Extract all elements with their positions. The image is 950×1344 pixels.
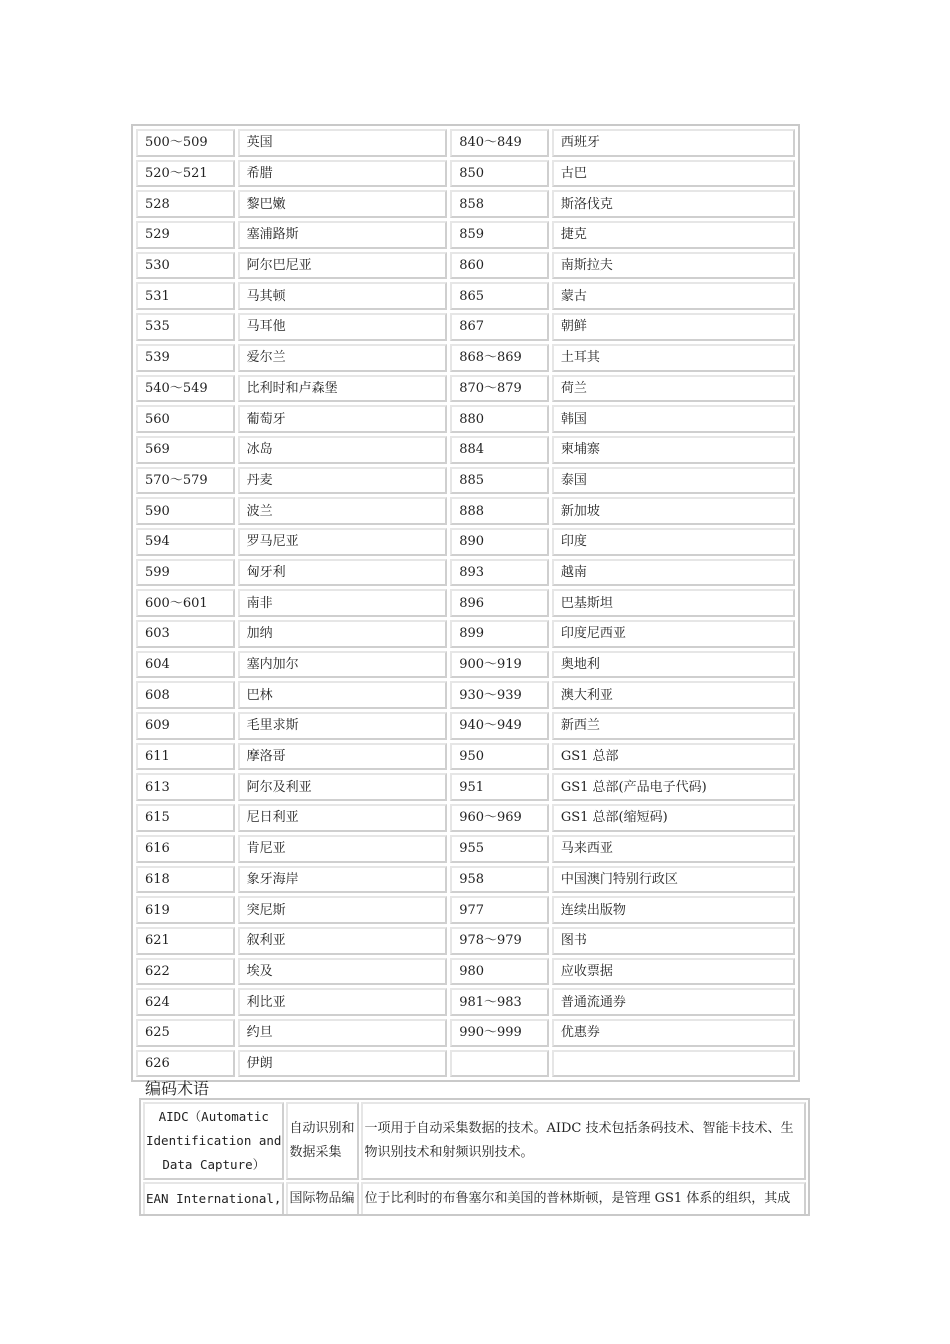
prefix-code-cell: 621 — [136, 927, 235, 955]
country-name-cell: 塞内加尔 — [238, 651, 448, 679]
prefix-code-cell: 888 — [450, 497, 549, 525]
prefix-code-cell: 528 — [136, 190, 235, 218]
country-name-cell: 捷克 — [552, 221, 795, 249]
table-row — [136, 436, 795, 464]
prefix-code-cell: 500～509 — [136, 129, 235, 157]
term-definition: 位于比利时的布鲁塞尔和美国的普林斯顿，是管理 GS1 体系的组织，其成 — [361, 1182, 806, 1216]
term-english: EAN International, — [143, 1182, 284, 1216]
country-name-cell: 巴基斯坦 — [552, 589, 795, 617]
country-name-cell — [552, 1050, 795, 1078]
country-name-cell: 朝鲜 — [552, 313, 795, 341]
table-row — [136, 221, 795, 249]
country-name-cell: 冰岛 — [238, 436, 448, 464]
table-row — [136, 497, 795, 525]
table-row — [136, 589, 795, 617]
prefix-code-cell: 616 — [136, 835, 235, 863]
table-row — [136, 282, 795, 310]
country-name-cell: 韩国 — [552, 405, 795, 433]
country-name-cell: 新加坡 — [552, 497, 795, 525]
table-row — [136, 1050, 795, 1078]
country-name-cell: 南非 — [238, 589, 448, 617]
prefix-code-cell: 603 — [136, 620, 235, 648]
table-row — [136, 344, 795, 372]
table-row — [136, 313, 795, 341]
prefix-code-cell: 860 — [450, 252, 549, 280]
country-name-cell: 阿尔及利亚 — [238, 773, 448, 801]
country-name-cell: 应收票据 — [552, 958, 795, 986]
table-row — [136, 804, 795, 832]
country-name-cell: 新西兰 — [552, 712, 795, 740]
prefix-code-cell: 940～949 — [450, 712, 549, 740]
prefix-code-cell: 850 — [450, 160, 549, 188]
prefix-code-cell: 599 — [136, 559, 235, 587]
country-name-cell: 图书 — [552, 927, 795, 955]
country-name-cell: 荷兰 — [552, 375, 795, 403]
table-row — [136, 190, 795, 218]
prefix-code-cell: 960～969 — [450, 804, 549, 832]
prefix-code-cell: 880 — [450, 405, 549, 433]
table-row — [136, 927, 795, 955]
country-name-cell: GS1 总部 — [552, 743, 795, 771]
country-name-cell: 澳大利亚 — [552, 681, 795, 709]
prefix-code-cell: 980 — [450, 958, 549, 986]
country-name-cell: 越南 — [552, 559, 795, 587]
country-name-cell: 象牙海岸 — [238, 866, 448, 894]
country-name-cell: 埃及 — [238, 958, 448, 986]
country-name-cell: 摩洛哥 — [238, 743, 448, 771]
term-chinese: 国际物品编 — [286, 1182, 359, 1216]
table-row — [136, 160, 795, 188]
country-name-cell: 约旦 — [238, 1019, 448, 1047]
prefix-code-cell: 531 — [136, 282, 235, 310]
prefix-code-cell: 622 — [136, 958, 235, 986]
prefix-code-cell: 570～579 — [136, 467, 235, 495]
prefix-code-cell: 618 — [136, 866, 235, 894]
term-definition: 一项用于自动采集数据的技术。AIDC 技术包括条码技术、智能卡技术、生物识别技术和射频识别技术。 — [361, 1102, 806, 1180]
table-row — [136, 651, 795, 679]
prefix-code-cell: 613 — [136, 773, 235, 801]
term-chinese: 自动识别和数据采集 — [286, 1102, 359, 1180]
prefix-code-cell: 600～601 — [136, 589, 235, 617]
prefix-code-cell: 955 — [450, 835, 549, 863]
country-name-cell: 南斯拉夫 — [552, 252, 795, 280]
country-name-cell: 利比亚 — [238, 988, 448, 1016]
table-row — [136, 743, 795, 771]
prefix-code-cell: 867 — [450, 313, 549, 341]
country-name-cell: 阿尔巴尼亚 — [238, 252, 448, 280]
country-name-cell: GS1 总部(缩短码) — [552, 804, 795, 832]
prefix-code-cell: 529 — [136, 221, 235, 249]
prefix-code-cell: 594 — [136, 528, 235, 556]
prefix-code-cell: 885 — [450, 467, 549, 495]
country-name-cell: 马其顿 — [238, 282, 448, 310]
prefix-code-cell: 978～979 — [450, 927, 549, 955]
country-name-cell: 马耳他 — [238, 313, 448, 341]
prefix-code-cell: 560 — [136, 405, 235, 433]
prefix-code-cell: 870～879 — [450, 375, 549, 403]
country-name-cell: 土耳其 — [552, 344, 795, 372]
prefix-code-cell: 520～521 — [136, 160, 235, 188]
prefix-code-cell: 884 — [450, 436, 549, 464]
country-name-cell: 印度 — [552, 528, 795, 556]
terms-table-container — [139, 1098, 810, 1216]
country-name-cell: GS1 总部(产品电子代码) — [552, 773, 795, 801]
country-name-cell: 塞浦路斯 — [238, 221, 448, 249]
prefix-code-cell: 530 — [136, 252, 235, 280]
country-name-cell: 连续出版物 — [552, 896, 795, 924]
prefix-code-cell: 958 — [450, 866, 549, 894]
prefix-code-cell: 893 — [450, 559, 549, 587]
table-row — [136, 773, 795, 801]
prefix-code-cell: 625 — [136, 1019, 235, 1047]
country-name-cell: 柬埔寨 — [552, 436, 795, 464]
prefix-code-cell: 950 — [450, 743, 549, 771]
prefix-code-cell: 609 — [136, 712, 235, 740]
table-row — [136, 252, 795, 280]
prefix-code-cell: 859 — [450, 221, 549, 249]
prefix-code-cell: 899 — [450, 620, 549, 648]
table-row — [136, 528, 795, 556]
country-name-cell: 丹麦 — [238, 467, 448, 495]
country-name-cell: 葡萄牙 — [238, 405, 448, 433]
table-row — [136, 129, 795, 157]
prefix-code-cell: 539 — [136, 344, 235, 372]
country-name-cell: 马来西亚 — [552, 835, 795, 863]
prefix-code-cell: 626 — [136, 1050, 235, 1078]
country-name-cell: 毛里求斯 — [238, 712, 448, 740]
prefix-code-cell: 590 — [136, 497, 235, 525]
prefix-code-cell: 981～983 — [450, 988, 549, 1016]
section-title: 编码术语 — [145, 1079, 210, 1098]
table-row — [136, 835, 795, 863]
prefix-code-cell: 535 — [136, 313, 235, 341]
table-row — [136, 620, 795, 648]
prefix-code-cell: 611 — [136, 743, 235, 771]
table-row — [136, 712, 795, 740]
country-name-cell: 印度尼西亚 — [552, 620, 795, 648]
table-row — [136, 988, 795, 1016]
prefix-code-cell: 604 — [136, 651, 235, 679]
table-row — [136, 681, 795, 709]
prefix-code-cell: 900～919 — [450, 651, 549, 679]
table-row — [136, 375, 795, 403]
country-name-cell: 巴林 — [238, 681, 448, 709]
country-name-cell: 加纳 — [238, 620, 448, 648]
table-row — [136, 866, 795, 894]
prefix-code-cell: 840～849 — [450, 129, 549, 157]
prefix-code-cell: 990～999 — [450, 1019, 549, 1047]
prefix-code-cell — [450, 1050, 549, 1078]
table-row — [136, 1019, 795, 1047]
country-name-cell: 奥地利 — [552, 651, 795, 679]
country-name-cell: 爱尔兰 — [238, 344, 448, 372]
country-name-cell: 西班牙 — [552, 129, 795, 157]
prefix-code-cell: 569 — [136, 436, 235, 464]
country-name-cell: 伊朗 — [238, 1050, 448, 1078]
country-name-cell: 肯尼亚 — [238, 835, 448, 863]
table-row — [143, 1182, 806, 1216]
country-name-cell: 罗马尼亚 — [238, 528, 448, 556]
prefix-code-cell: 608 — [136, 681, 235, 709]
table-row — [136, 405, 795, 433]
prefix-code-cell: 615 — [136, 804, 235, 832]
coding-terms-table — [141, 1100, 808, 1216]
prefix-code-cell: 896 — [450, 589, 549, 617]
prefix-code-cell: 540～549 — [136, 375, 235, 403]
country-name-cell: 泰国 — [552, 467, 795, 495]
country-name-cell: 匈牙利 — [238, 559, 448, 587]
prefix-code-cell: 858 — [450, 190, 549, 218]
prefix-code-cell: 890 — [450, 528, 549, 556]
table-row — [143, 1102, 806, 1180]
table-row — [136, 896, 795, 924]
country-name-cell: 叙利亚 — [238, 927, 448, 955]
country-prefix-table — [131, 124, 800, 1082]
country-name-cell: 古巴 — [552, 160, 795, 188]
prefix-code-cell: 868～869 — [450, 344, 549, 372]
country-name-cell: 普通流通券 — [552, 988, 795, 1016]
country-name-cell: 优惠券 — [552, 1019, 795, 1047]
prefix-code-cell: 624 — [136, 988, 235, 1016]
country-name-cell: 中国澳门特别行政区 — [552, 866, 795, 894]
country-name-cell: 蒙古 — [552, 282, 795, 310]
table-row — [136, 467, 795, 495]
prefix-code-cell: 930～939 — [450, 681, 549, 709]
country-name-cell: 尼日利亚 — [238, 804, 448, 832]
country-name-cell: 希腊 — [238, 160, 448, 188]
table-row — [136, 958, 795, 986]
prefix-code-cell: 951 — [450, 773, 549, 801]
prefix-table-body — [136, 129, 795, 1077]
prefix-code-cell: 865 — [450, 282, 549, 310]
country-name-cell: 英国 — [238, 129, 448, 157]
country-name-cell: 波兰 — [238, 497, 448, 525]
country-name-cell: 突尼斯 — [238, 896, 448, 924]
prefix-code-cell: 619 — [136, 896, 235, 924]
table-row — [136, 559, 795, 587]
country-name-cell: 斯洛伐克 — [552, 190, 795, 218]
prefix-code-cell: 977 — [450, 896, 549, 924]
country-name-cell: 黎巴嫩 — [238, 190, 448, 218]
term-english: AIDC（Automatic Identification and Data Capture） — [143, 1102, 284, 1180]
country-name-cell: 比利时和卢森堡 — [238, 375, 448, 403]
